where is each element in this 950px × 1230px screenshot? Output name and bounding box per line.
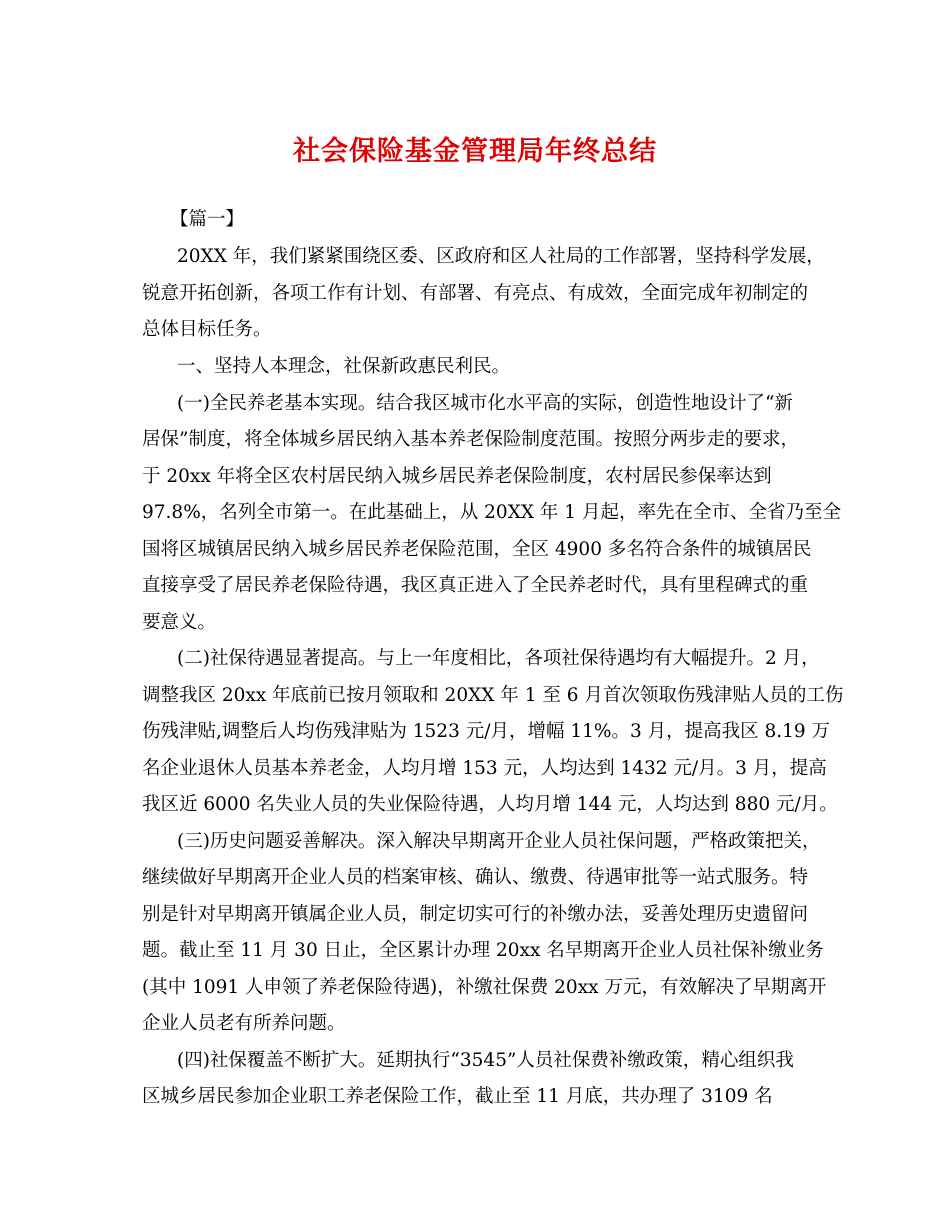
- paragraph-line: 国将区城镇居民纳入城乡居民养老保险范围，全区 4900 多名符合条件的城镇居民: [142, 539, 812, 560]
- paragraph-line: 我区近 6000 名失业人员的失业保险待遇，人均月增 144 元，人均达到 880 元/月。: [142, 794, 838, 815]
- paragraph-line: 题。截止至 11 月 30 日止，全区累计办理 20xx 名早期离开企业人员社保补缴业务: [142, 940, 824, 961]
- paragraph-line: 企业人员老有所养问题。: [142, 1013, 346, 1034]
- paragraph-line: (三)历史问题妥善解决。深入解决早期离开企业人员社保问题，严格政策把关，: [177, 831, 821, 852]
- paragraph-line: 要意义。: [142, 612, 217, 633]
- paragraph-line: (二)社保待遇显著提高。与上一年度相比，各项社保待遇均有大幅提升。2 月，: [177, 648, 820, 669]
- paragraph-line: 锐意开拓创新，各项工作有计划、有部署、有亮点、有成效，全面完成年初制定的: [142, 283, 809, 304]
- paragraph-line: 调整我区 20xx 年底前已按月领取和 20XX 年 1 至 6 月首次领取伤残津贴人员的工伤: [142, 685, 844, 706]
- paragraph-line: 于 20xx 年将全区农村居民纳入城乡居民养老保险制度，农村居民参保率达到: [142, 466, 772, 487]
- paragraph-line: 别是针对早期离开镇属企业人员，制定切实可行的补缴办法，妥善处理历史遗留问: [142, 904, 809, 925]
- paragraph-line: (其中 1091 人申领了养老保险待遇)，补缴社保费 20xx 万元，有效解决了早期离开: [142, 977, 827, 998]
- paragraph-line: (一)全民养老基本实现。结合我区城市化水平高的实际，创造性地设计了“新: [177, 393, 793, 414]
- paragraph-line: 继续做好早期离开企业人员的档案审核、确认、缴费、待遇审批等一站式服务。特: [142, 867, 809, 888]
- paragraph-line: 名企业退休人员基本养老金，人均月增 153 元，人均达到 1432 元/月。3 月，提高: [142, 758, 827, 779]
- section-label: 【篇一】: [170, 209, 245, 230]
- paragraph-line: 直接享受了居民养老保险待遇，我区真正进入了全民养老时代，具有里程碑式的重: [142, 575, 809, 596]
- paragraph-line: 伤残津贴,调整后人均伤残津贴为 1523 元/月，增幅 11%。3 月，提高我区 8.19 万: [142, 721, 831, 742]
- document-title: 社会保险基金管理局年终总结: [293, 136, 657, 167]
- paragraph-line: 居保”制度，将全体城乡居民纳入基本养老保险制度范围。按照分两步走的要求，: [142, 429, 799, 450]
- paragraph-line: 区城乡居民参加企业职工养老保险工作，截止至 11 月底，共办理了 3109 名: [142, 1086, 773, 1107]
- paragraph-line: 97.8%，名列全市第一。在此基础上，从 20XX 年 1 月起，率先在全市、全省乃至全: [142, 502, 841, 523]
- paragraph-line: 总体目标任务。: [142, 319, 272, 340]
- section-heading: 一、坚持人本理念，社保新政惠民利民。: [177, 356, 511, 377]
- paragraph-line: 20XX 年，我们紧紧围绕区委、区政府和区人社局的工作部署，坚持科学发展，: [177, 246, 825, 267]
- paragraph-line: (四)社保覆盖不断扩大。延期执行“3545”人员社保费补缴政策，精心组织我: [177, 1050, 794, 1071]
